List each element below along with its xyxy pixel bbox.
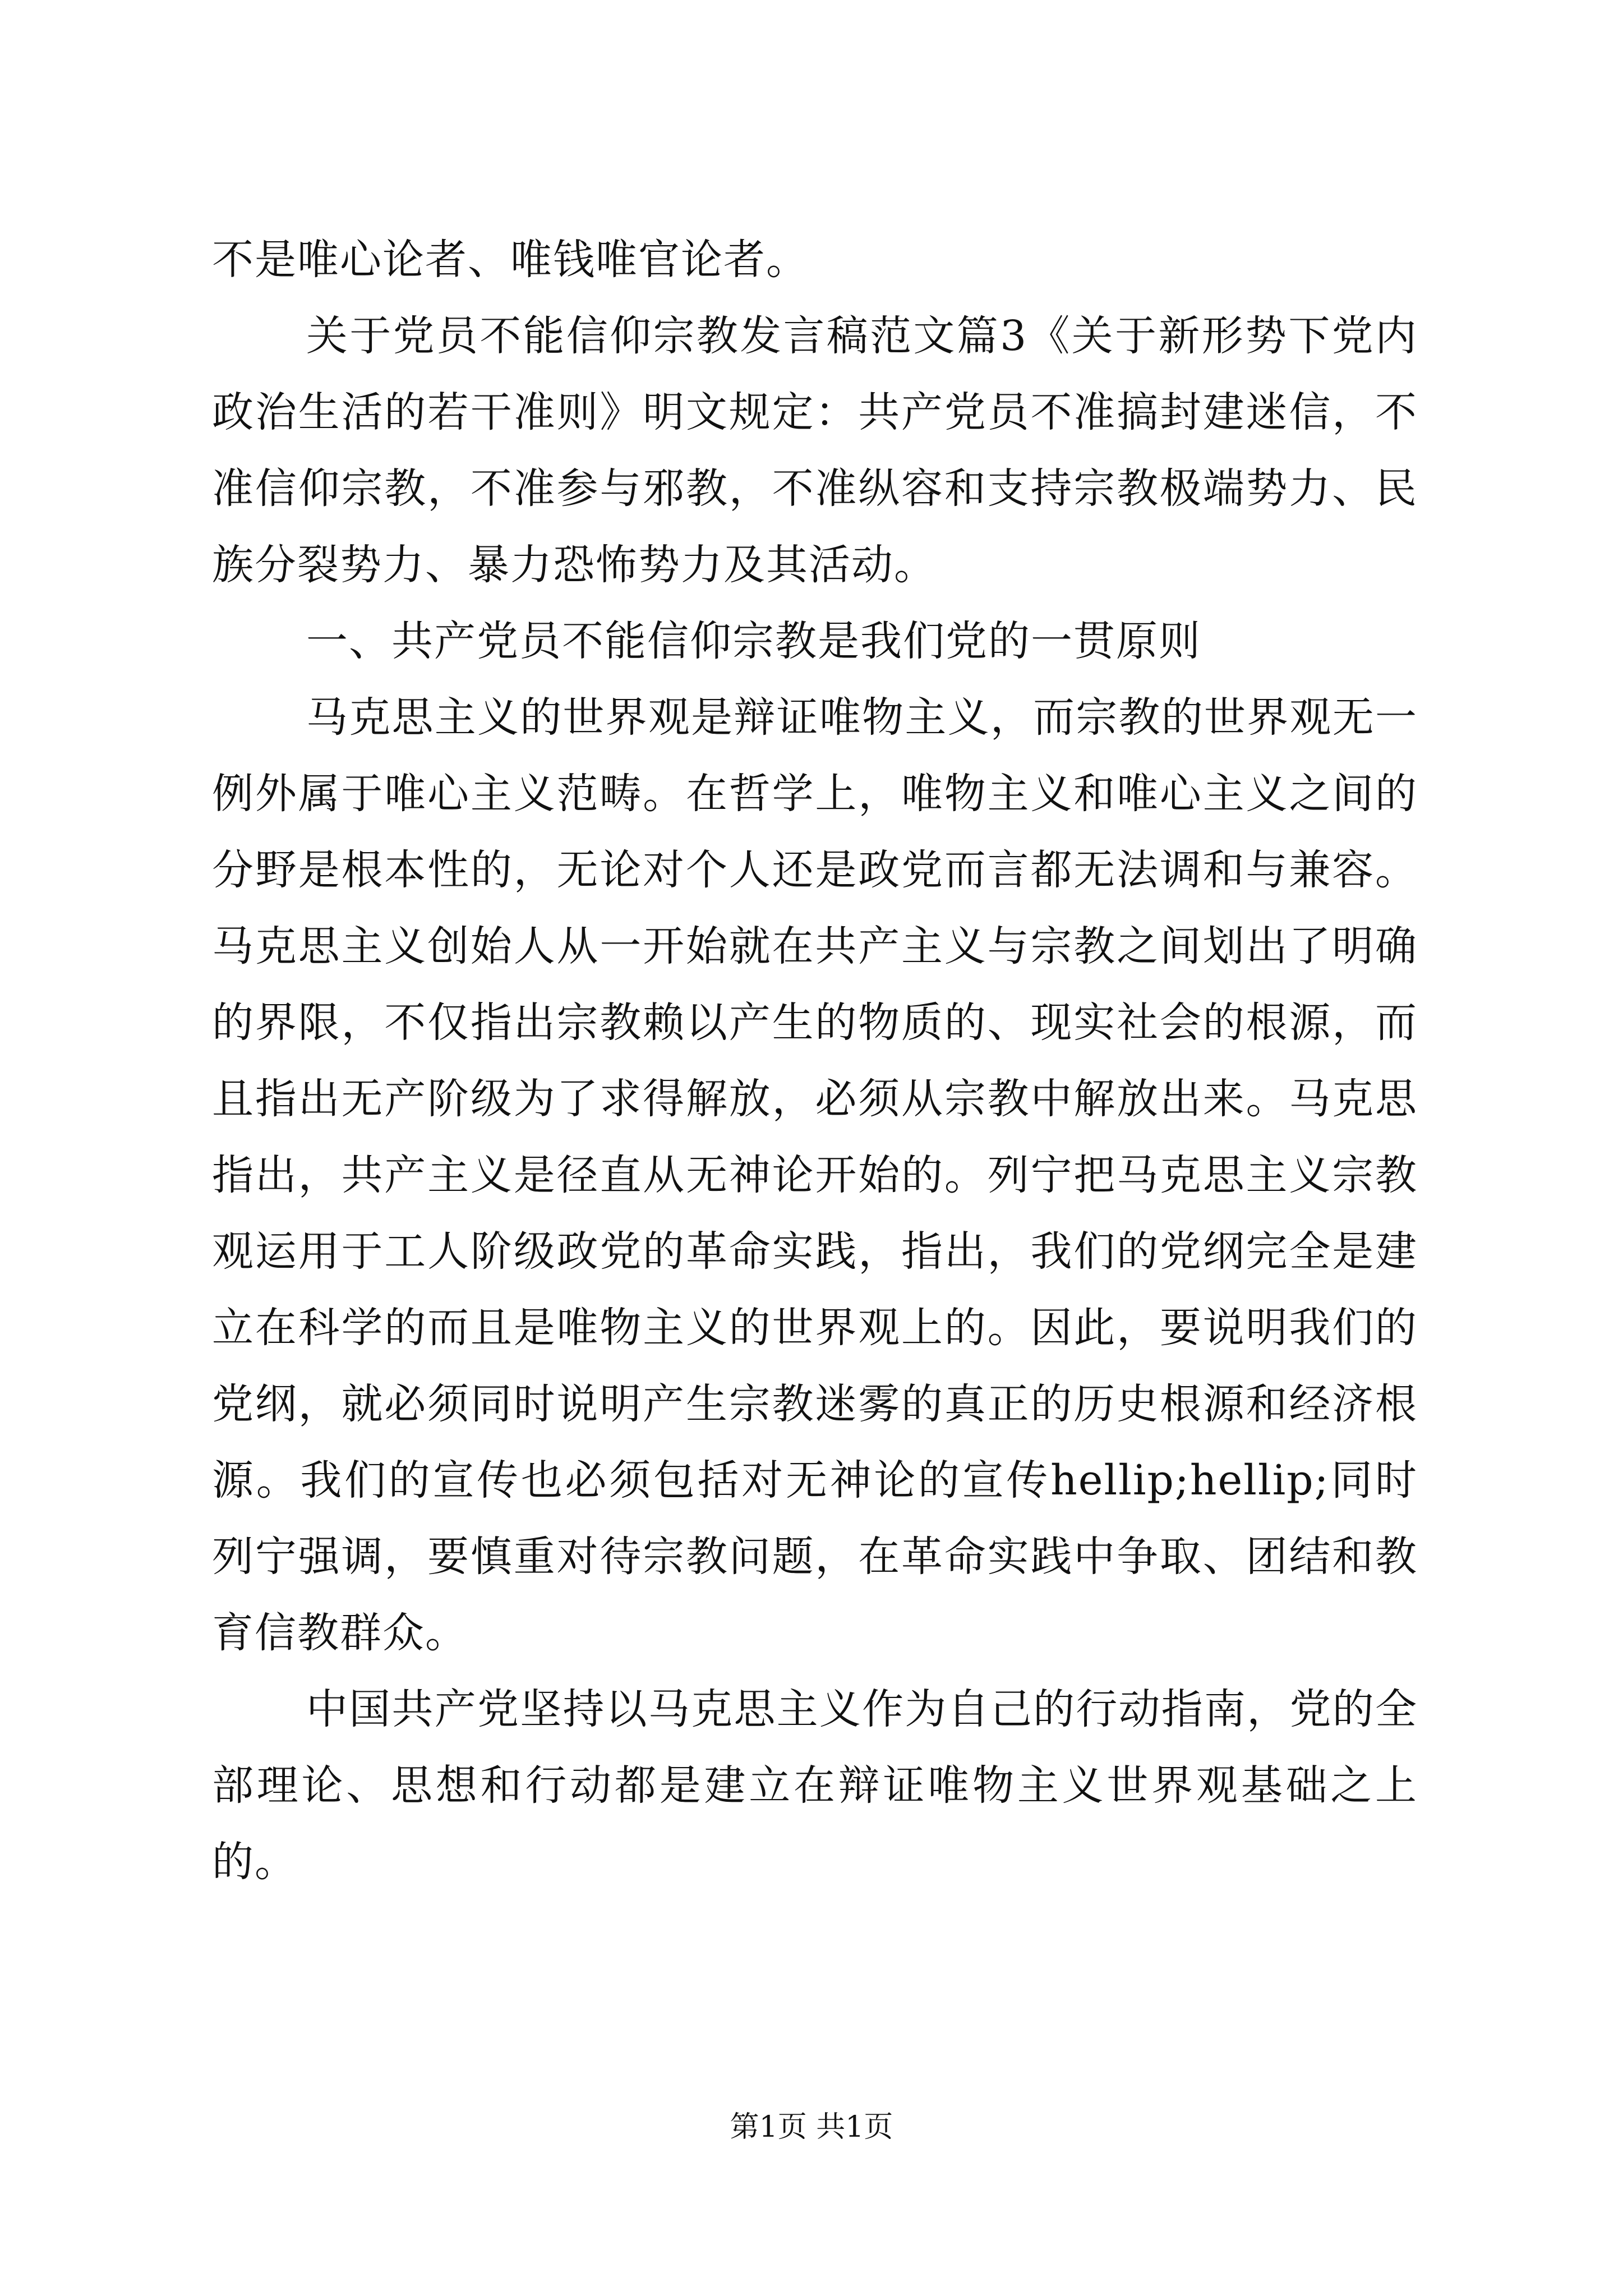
paragraph-continuation: 不是唯心论者、唯钱唯官论者。	[212, 236, 809, 284]
paragraph-cpc-guidance: 中国共产党坚持以马克思主义作为自己的行动指南，党的全部理论、思想和行动都是建立在辩证唯物主义世界观基础之上的。	[212, 1685, 1418, 1886]
page-footer: 第1页 共1页	[730, 2110, 893, 2144]
paragraph-intro-regulation: 关于党员不能信仰宗教发言稿范文篇3《关于新形势下党内政治生活的若干准则》明文规定：共产党员不准搞封建迷信，不准信仰宗教，不准参与邪教，不准纵容和支持宗教极端势力、民族分裂势力、暴力恐怖势力及其活动。	[212, 312, 1418, 589]
section-heading: 一、共产党员不能信仰宗教是我们党的一贯原则	[306, 617, 1201, 665]
paragraph-marxism-worldview: 马克思主义的世界观是辩证唯物主义，而宗教的世界观无一例外属于唯心主义范畴。在哲学上，唯物主义和唯心主义之间的分野是根本性的，无论对个人还是政党而言都无法调和与兼容。马克思主义创始人从一开始就在共产主义与宗教之间划出了明确的界限，不仅指出宗教赖以产生的物质的、现实社会的根源，而且指出无产阶级为了求得解放，必须从宗教中解放出来。马克思指出，共产主义是径直从无神论开始的。列宁把马克思主义宗教观运用于工人阶级政党的革命实践，指出，我们的党纲完全是建立在科学的而且是唯物主义的世界观上的。因此，要说明我们的党纲，就必须同时说明产生宗教迷雾的真正的历史根源和经济根源。我们的宣传也必须包括对无神论的宣传hellip;hellip;同时列宁强调，要慎重对待宗教问题，在革命实践中争取、团结和教育信教群众。	[212, 693, 1418, 1657]
document-body	[212, 222, 1418, 1900]
